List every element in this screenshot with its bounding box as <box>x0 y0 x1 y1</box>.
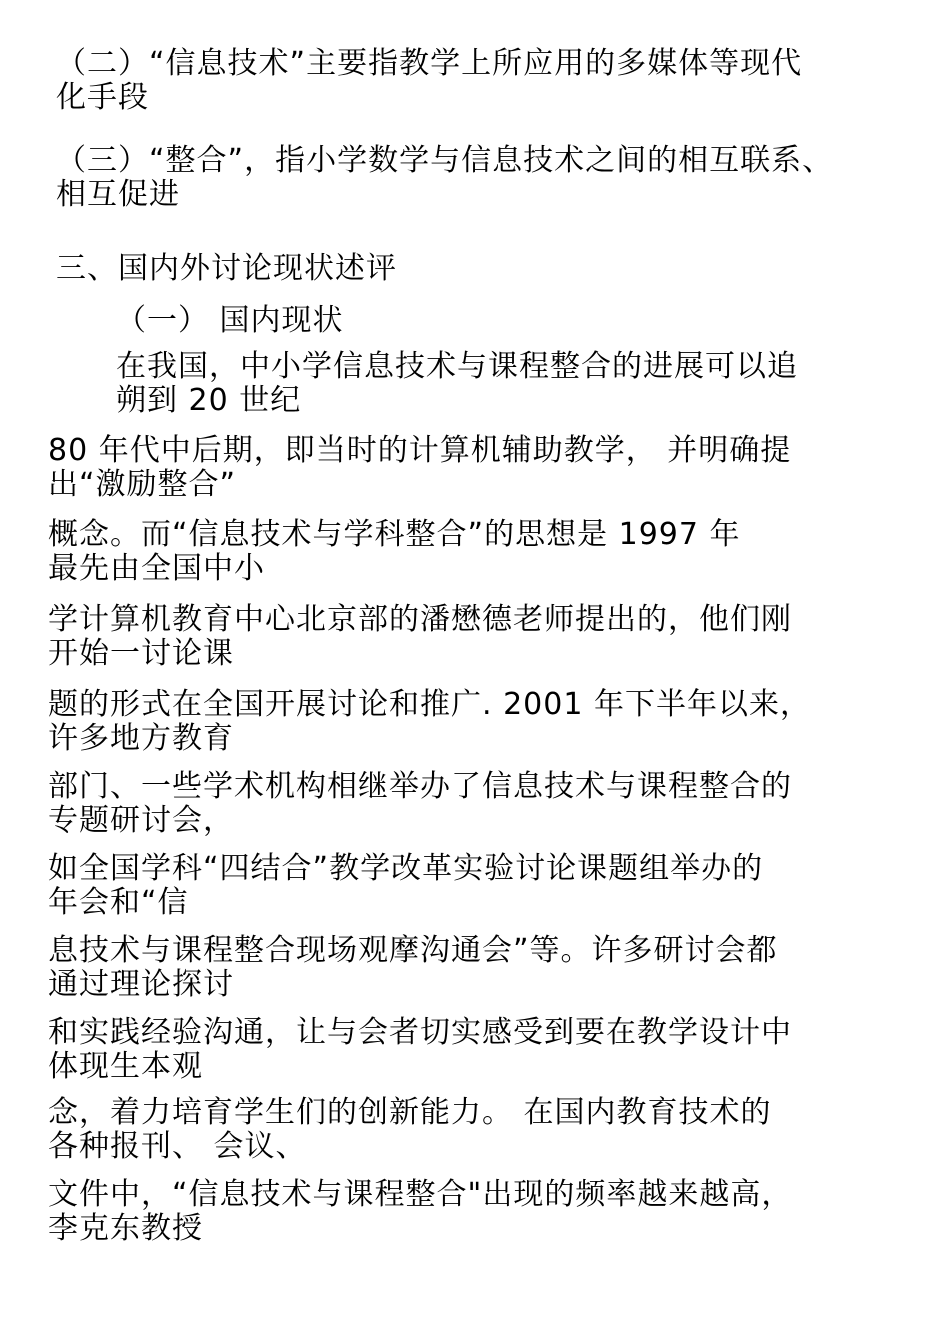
text-line: 相互促进 <box>56 177 180 212</box>
paragraph-body <box>116 350 798 418</box>
text-line: 专题研讨会， <box>48 803 234 838</box>
paragraph-body <box>48 770 792 838</box>
paragraph-body <box>48 1096 772 1164</box>
text-line: （三）“整合”，指小学数学与信息技术之间的相互联系、 <box>56 143 834 178</box>
text-line: 年会和“信 <box>48 885 189 920</box>
text-line: 通过理论探讨 <box>48 967 234 1002</box>
text-line: 体现生本观 <box>48 1049 203 1084</box>
text-line: 80 年代中后期，即当时的计算机辅助教学， 并明确提 <box>48 433 792 468</box>
heading-text: 三、国内外讨论现状述评 <box>56 251 397 286</box>
text-line: 念，着力培育学生们的创新能力。 在国内教育技术的 <box>48 1095 772 1130</box>
text-line: 李克东教授 <box>48 1211 203 1246</box>
text-line: 学计算机教育中心北京部的潘懋德老师提出的，他们刚 <box>48 602 792 637</box>
paragraph-body <box>48 852 763 920</box>
text-line: 如全国学科“四结合”教学改革实验讨论课题组举办的 <box>48 851 764 886</box>
paragraph-body <box>48 688 811 756</box>
heading-text: （一） 国内现状 <box>116 303 344 338</box>
text-line: 题的形式在全国开展讨论和推广. 2001 年下半年以来， <box>48 687 811 722</box>
paragraph-body <box>48 434 791 502</box>
text-line: （二）“信息技术”主要指教学上所应用的多媒体等现代 <box>56 46 803 81</box>
text-line: 朔到 20 世纪 <box>116 383 302 418</box>
text-line: 部门、一些学术机构相继举办了信息技术与课程整合的 <box>48 769 792 804</box>
text-line: 在我国，中小学信息技术与课程整合的进展可以追 <box>116 349 798 384</box>
text-line: 出“激励整合” <box>48 467 237 502</box>
paragraph-body <box>48 1016 792 1084</box>
paragraph-body <box>48 518 741 586</box>
paragraph-definition-info-tech <box>56 47 802 115</box>
text-line: 息技术与课程整合现场观摩沟通会”等。许多研讨会都 <box>48 933 778 968</box>
text-line: 概念。而“信息技术与学科整合”的思想是 1997 年 <box>48 517 741 552</box>
text-line: 文件中，“信息技术与课程整合"出现的频率越来越高， <box>48 1177 793 1212</box>
text-line: 化手段 <box>56 80 149 115</box>
paragraph-body <box>48 934 778 1002</box>
paragraph-body <box>48 603 792 671</box>
text-line: 最先由全国中小 <box>48 551 265 586</box>
section-heading-research-status <box>56 252 397 286</box>
text-line: 开始一讨论课 <box>48 636 234 671</box>
text-line: 和实践经验沟通，让与会者切实感受到要在教学设计中 <box>48 1015 792 1050</box>
text-line: 许多地方教育 <box>48 721 234 756</box>
paragraph-body <box>48 1178 792 1246</box>
text-line: 各种报刊、 会议、 <box>48 1129 307 1164</box>
paragraph-definition-integration <box>56 144 833 212</box>
subsection-heading-domestic-status <box>116 304 344 338</box>
